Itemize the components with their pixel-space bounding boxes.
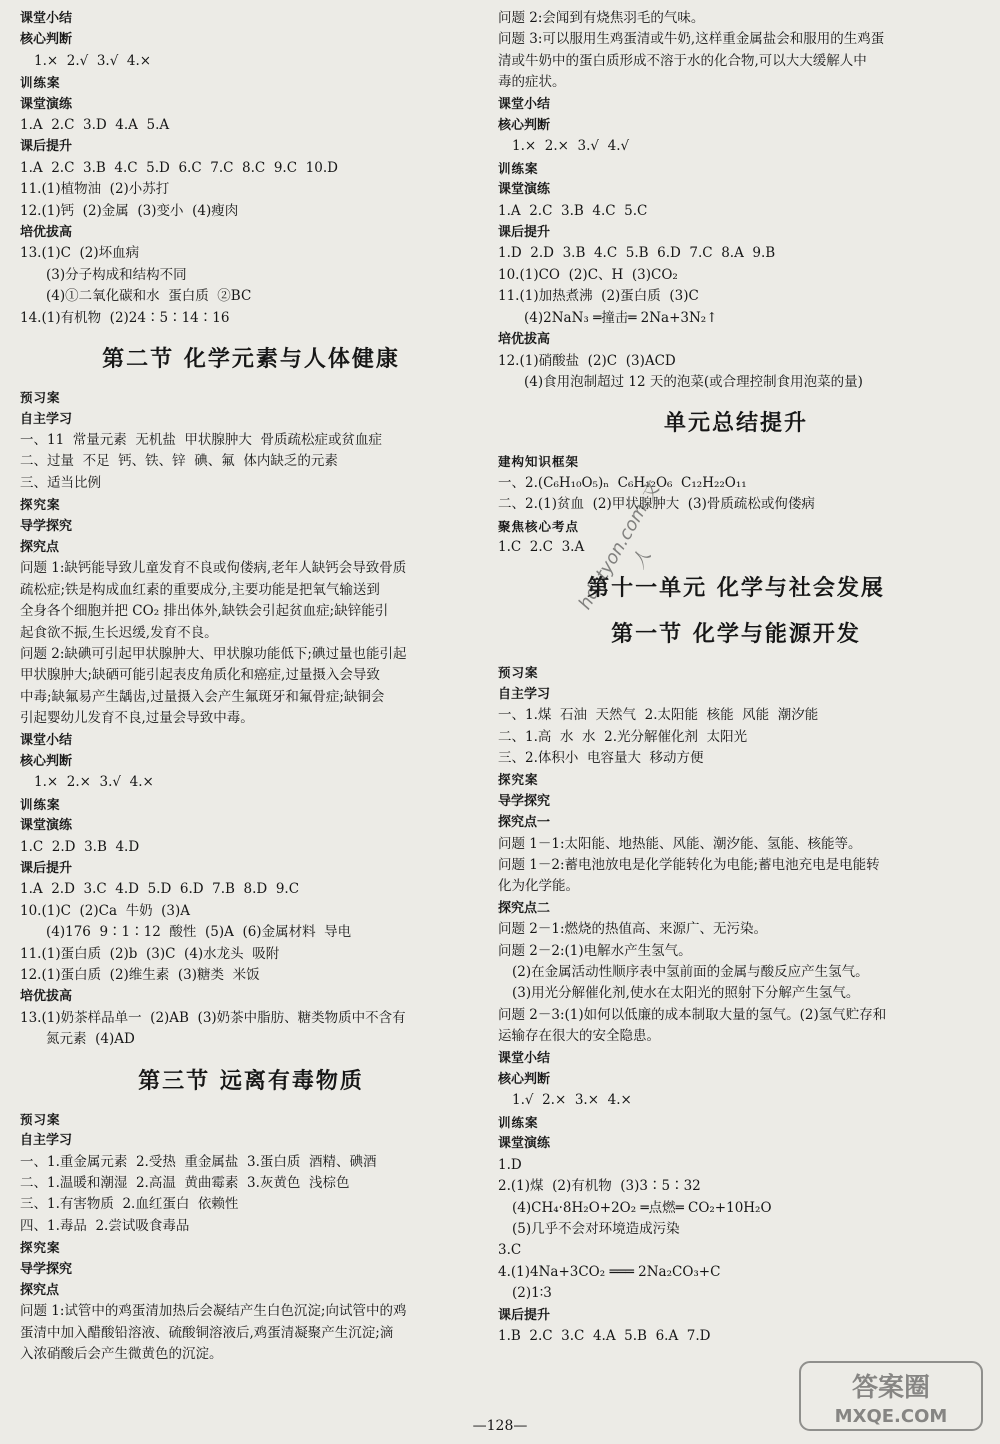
section-heading: 第三节 远离有毒物质 [138,1067,364,1094]
text-line: 运输存在很大的安全隐患。 [498,1028,660,1045]
text-line: 二、1.温暖和潮湿 2.高温 黄曲霉素 3.灰黄色 浅棕色 [20,1174,350,1191]
text-line: 12.(1)蛋白质 (2)维生素 (3)糖类 米饭 [20,967,260,984]
subsection-label: 自主学习 [498,686,551,702]
section-tag: 预习案 [20,390,61,406]
subsection-label: 导学探究 [20,518,73,534]
text-line: (4)CH₄·8H₂O+2O₂ ═点燃═ CO₂+10H₂O [512,1199,772,1216]
text-line: 三、1.有害物质 2.血红蛋白 依赖性 [20,1196,239,1213]
section-heading: 第二节 化学元素与人体健康 [102,346,400,373]
stamp-text: hdhtyon.com 文人 [574,479,664,614]
text-line: 1.B 2.C 3.C 4.A 5.B 6.A 7.D [498,1327,711,1344]
text-line: (2)1∶3 [512,1285,552,1302]
text-line: 1.D 2.D 3.B 4.C 5.B 6.D 7.C 8.A 9.B [498,245,776,262]
text-line: (4)①二氧化碳和水 蛋白质 ②BC [46,288,252,305]
text-line: 13.(1)奶茶样品单一 (2)AB (3)奶茶中脂肪、糖类物质中不含有 [20,1009,406,1026]
text-line: 中毒;缺氟易产生龋齿,过量摄入会产生氟斑牙和氟骨症;缺铜会 [20,688,385,705]
subsection-label: 课堂演练 [498,1136,551,1152]
section-tag: 聚焦核心考点 [498,518,580,534]
text-line: 全身各个细胞并把 CO₂ 排出体外,缺铁会引起贫血症;缺锌能引 [20,603,389,620]
subsection-label: 探究点 [20,539,60,555]
text-line: 化为化学能。 [498,878,579,895]
right-column [498,0,974,1347]
subsection-label: 课堂演练 [20,818,73,834]
text-line: 疏松症;铁是构成血红素的重要成分,主要功能是把氧气输送到 [20,581,380,598]
subsection-label: 课堂演练 [20,96,73,112]
text-line: 二、1.高 水 水 2.光分解催化剂 太阳光 [498,728,748,745]
text-line: 清或牛奶中的蛋白质形成不溶于水的化合物,可以大大缓解人中 [498,52,867,69]
subsection-label: 探究点一 [498,815,551,831]
text-line: 问题 1:缺钙能导致儿童发育不良或佝偻病,老年人缺钙会导致骨质 [20,560,407,577]
text-line: 氮元素 (4)AD [46,1031,135,1048]
subsection-label: 导学探究 [20,1261,73,1277]
text-line: 12.(1)钙 (2)金属 (3)变小 (4)瘦肉 [20,202,239,219]
text-line: 13.(1)C (2)坏血病 [20,245,140,262]
subsection-label: 课后提升 [20,861,73,877]
section-tag: 预习案 [20,1111,61,1127]
text-line: 三、2.体积小 电容量大 移动方便 [498,749,704,766]
subsection-label: 培优拔高 [20,989,73,1005]
text-line: 1.A 2.C 3.D 4.A 5.A [20,117,170,134]
text-line: 一、1.重金属元素 2.受热 重金属盐 3.蛋白质 酒精、碘酒 [20,1153,377,1170]
text-line: 1.C 2.D 3.B 4.D [20,838,140,855]
text-line: 问题 2:缺碘可引起甲状腺肿大、甲状腺功能低下;碘过量也能引起 [20,645,407,662]
text-line: 蛋清中加入醋酸铅溶液、硫酸铜溶液后,鸡蛋清凝聚产生沉淀;滴 [20,1324,394,1341]
text-line: 1.× 2.× 3.√ 4.√ [512,138,630,155]
page-number: —128— [472,1418,528,1434]
section-tag: 探究案 [498,772,539,788]
text-line: (3)用光分解催化剂,使水在太阳光的照射下分解产生氢气。 [512,985,860,1002]
text-line: 入浓硝酸后会产生微黄色的沉淀。 [20,1346,223,1363]
section-tag: 探究案 [20,1240,61,1256]
text-line: 1.√ 2.× 3.× 4.× [512,1092,632,1109]
subsection-label: 探究点二 [498,900,551,916]
subsection-label: 课堂小结 [20,11,73,26]
subsection-label: 课后提升 [20,139,73,155]
text-line: 问题 1－2:蓄电池放电是化学能转化为电能;蓄电池充电是电能转 [498,857,880,873]
subsection-label: 课堂小结 [498,1050,551,1066]
section-tag: 训练案 [20,75,61,91]
text-line: 一、1.煤 石油 天然气 2.太阳能 核能 风能 潮汐能 [498,707,819,724]
subsection-label: 自主学习 [20,1133,73,1149]
subsection-label: 课后提升 [498,225,551,241]
text-line: 12.(1)硝酸盐 (2)C (3)ACD [498,352,676,369]
text-line: 问题 1:试管中的鸡蛋清加热后会凝结产生白色沉淀;向试管中的鸡 [20,1303,407,1320]
subsection-label: 核心判断 [20,754,73,769]
text-line: 11.(1)蛋白质 (2)b (3)C (4)水龙头 吸附 [20,945,280,962]
left-column [20,0,482,1366]
subsection-label: 核心判断 [498,1072,551,1088]
text-line: 问题 1－1:太阳能、地热能、风能、潮汐能、氢能、核能等。 [498,835,862,852]
subsection-label: 自主学习 [20,411,73,427]
text-line: 10.(1)CO (2)C、H (3)CO₂ [498,266,678,283]
text-line: 问题 2:会闻到有烧焦羽毛的气味。 [498,10,705,26]
subsection-label: 探究点 [20,1282,60,1298]
text-line: 1.D [498,1156,522,1173]
text-line: 1.A 2.D 3.C 4.D 5.D 6.D 7.B 8.D 9.C [20,881,300,898]
section-heading: 第一节 化学与能源开发 [611,621,861,648]
text-line: (2)在金属活动性顺序表中氢前面的金属与酸反应产生氢气。 [512,964,869,981]
section-tag: 建构知识框架 [498,454,580,470]
text-line: (3)分子构成和结构不同 [46,266,187,283]
text-line: (4)176 9∶1∶12 酸性 (5)A (6)金属材料 导电 [46,924,352,941]
subsection-label: 核心判断 [498,118,551,134]
subsection-label: 课堂演练 [498,182,551,198]
text-line: 1.C 2.C 3.A [498,538,585,555]
text-line: 问题 3:可以服用生鸡蛋清或牛奶,这样重金属盐会和服用的生鸡蛋 [498,31,885,48]
text-line: 1.A 2.C 3.B 4.C 5.C [498,202,648,219]
text-line: 甲状腺肿大;缺硒可能引起表皮角质化和癌症,过量摄入会导致 [20,667,380,684]
subsection-label: 课堂小结 [20,732,73,748]
subsection-label: 培优拔高 [498,332,551,348]
section-tag: 训练案 [20,796,61,812]
text-line: 2.(1)煤 (2)有机物 (3)3∶5∶32 [498,1178,701,1195]
text-line: (4)食用泡制超过 12 天的泡菜(或合理控制食用泡菜的量) [524,373,863,390]
section-heading: 单元总结提升 [663,410,808,437]
text-line: 11.(1)植物油 (2)小苏打 [20,181,170,198]
text-line: 问题 2－1:燃烧的热值高、来源广、无污染。 [498,921,768,938]
text-line: 问题 2－2:(1)电解水产生氢气。 [498,942,692,959]
svg-text:答案圈: 答案圈 [851,1373,931,1403]
text-line: 一、11 常量元素 无机盐 甲状腺肿大 骨质疏松症或贫血症 [20,431,383,448]
subsection-label: 课堂小结 [498,96,551,112]
text-line: 14.(1)有机物 (2)24∶5∶14∶16 [20,309,230,326]
subsection-label: 课后提升 [498,1307,551,1323]
text-line: 4.(1)4Na+3CO₂ ═══ 2Na₂CO₃+C [498,1263,721,1280]
text-line: 1.× 2.× 3.√ 4.× [34,774,154,791]
subsection-label: 培优拔高 [20,225,73,241]
text-line: 1.× 2.√ 3.√ 4.× [34,52,152,69]
text-line: 二、过量 不足 钙、铁、锌 碘、氟 体内缺乏的元素 [20,453,338,470]
text-line: 11.(1)加热煮沸 (2)蛋白质 (3)C [498,288,699,305]
text-line: 一、2.(C₆H₁₀O₅)ₙ C₆H₁₂O₆ C₁₂H₂₂O₁₁ [498,474,747,491]
text-line: 毒的症状。 [498,74,566,91]
text-line: 三、适当比例 [20,474,101,491]
text-line: 二、2.(1)贫血 (2)甲状腺肿大 (3)骨质疏松或佝偻病 [498,496,815,513]
text-line: 3.C [498,1242,522,1259]
text-line: (5)几乎不会对环境造成污染 [512,1220,680,1237]
section-heading: 第十一单元 化学与社会发展 [587,575,885,602]
svg-text:MXQE.COM: MXQE.COM [834,1406,948,1427]
section-tag: 训练案 [498,1114,539,1130]
subsection-label: 核心判断 [20,32,73,48]
text-line: 引起婴幼儿发育不良,过量会导致中毒。 [20,710,254,727]
subsection-label: 导学探究 [498,793,551,809]
text-line: 问题 2－3:(1)如何以低廉的成本制取大量的氢气。(2)氢气贮存和 [498,1006,887,1023]
section-tag: 预习案 [498,665,539,681]
text-line: 四、1.毒品 2.尝试吸食毒品 [20,1217,190,1234]
section-tag: 探究案 [20,497,61,513]
text-line: 1.A 2.C 3.B 4.C 5.D 6.C 7.C 8.C 9.C 10.D [20,159,338,176]
text-line: 10.(1)C (2)Ca 牛奶 (3)A [20,902,191,919]
text-line: 起食欲不振,生长迟缓,发育不良。 [20,624,218,641]
section-tag: 训练案 [498,160,539,176]
text-line: (4)2NaN₃ ═撞击═ 2Na+3N₂↑ [524,309,718,326]
